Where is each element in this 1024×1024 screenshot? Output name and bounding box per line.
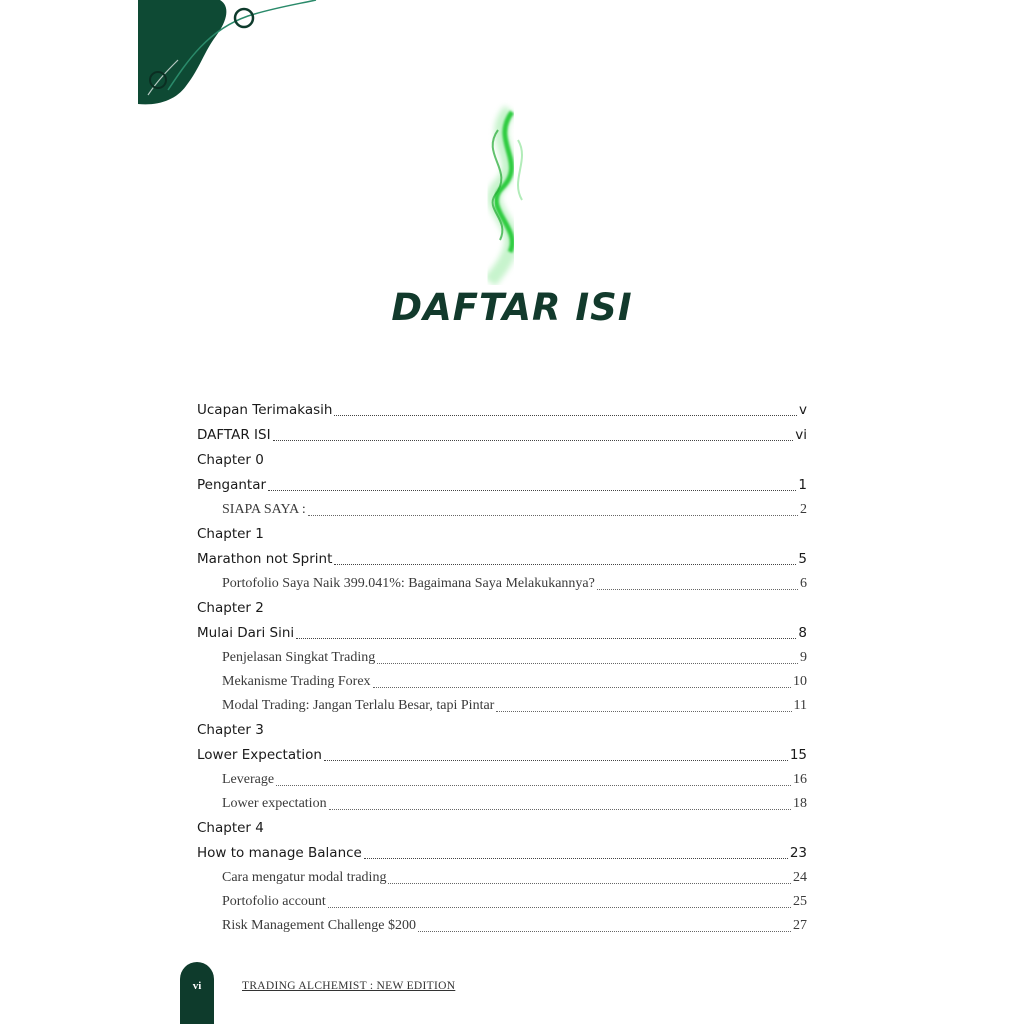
toc-entry-label: Chapter 2	[197, 600, 264, 616]
toc-subentry[interactable]	[197, 792, 807, 816]
toc-page-number: 18	[793, 796, 807, 811]
toc-page-number: 2	[800, 502, 807, 517]
toc-page-number: 6	[800, 576, 807, 591]
footer-page-number: vi	[192, 980, 202, 992]
toc-entry[interactable]	[197, 743, 807, 768]
toc-entry-label: Chapter 0	[197, 452, 264, 468]
toc-entry[interactable]	[197, 547, 807, 572]
toc-dot-leader	[329, 809, 791, 810]
toc-entry-label: Portofolio Saya Naik 399.041%: Bagaimana Saya Melakukannya?	[222, 576, 595, 591]
toc-entry-label: Lower expectation	[222, 796, 327, 811]
toc-dot-leader	[496, 711, 791, 712]
toc-page-number: 1	[798, 477, 807, 493]
toc-dot-leader	[373, 687, 791, 688]
toc-subentry[interactable]	[197, 914, 807, 938]
toc-dot-leader	[268, 490, 796, 491]
toc-chapter-heading	[197, 816, 807, 841]
toc-subentry[interactable]	[197, 498, 807, 522]
toc-entry-label: Chapter 3	[197, 722, 264, 738]
toc-entry-label: Penjelasan Singkat Trading	[222, 650, 376, 665]
toc-dot-leader	[334, 415, 797, 416]
toc-entry-label: Modal Trading: Jangan Terlalu Besar, tapi Pintar	[222, 698, 495, 713]
page-title: DAFTAR ISI	[391, 286, 633, 329]
toc-subentry[interactable]	[197, 866, 807, 890]
toc-entry[interactable]	[197, 398, 807, 423]
toc-subentry[interactable]	[197, 694, 807, 718]
toc-dot-leader	[273, 440, 794, 441]
toc-dot-leader	[364, 858, 788, 859]
toc-page-number: 8	[798, 625, 807, 641]
toc-page-number: 11	[793, 698, 807, 713]
toc-subentry[interactable]	[197, 670, 807, 694]
toc-dot-leader	[377, 663, 798, 664]
toc-page-number: 9	[800, 650, 807, 665]
toc-page-number: v	[799, 402, 807, 418]
toc-entry[interactable]	[197, 473, 807, 498]
toc-dot-leader	[324, 760, 788, 761]
toc-entry-label: Mekanisme Trading Forex	[222, 674, 371, 689]
toc-entry-label: Cara mengatur modal trading	[222, 870, 387, 885]
toc-subentry[interactable]	[197, 646, 807, 670]
toc-dot-leader	[328, 907, 791, 908]
toc-entry-label: Marathon not Sprint	[197, 551, 333, 567]
toc-entry-label: How to manage Balance	[197, 845, 362, 861]
toc-entry[interactable]	[197, 841, 807, 866]
toc-entry-label: Risk Management Challenge $200	[222, 918, 417, 933]
toc-dot-leader	[334, 564, 796, 565]
toc-dot-leader	[276, 785, 791, 786]
toc-chapter-heading	[197, 718, 807, 743]
toc-entry-label: Pengantar	[197, 477, 267, 493]
toc-entry-label: DAFTAR ISI	[197, 427, 271, 443]
footer-page-tab	[180, 962, 214, 1024]
toc-entry[interactable]	[197, 423, 807, 448]
toc-page-number: 24	[793, 870, 807, 885]
toc-page-number: 15	[789, 747, 807, 763]
toc-dot-leader	[597, 589, 798, 590]
toc-entry[interactable]	[197, 621, 807, 646]
toc-dot-leader	[296, 638, 796, 639]
toc-page-number: 5	[798, 551, 807, 567]
toc-chapter-heading	[197, 448, 807, 473]
toc-page-number: 23	[789, 845, 807, 861]
toc-subentry[interactable]	[197, 890, 807, 914]
toc-entry-label: Portofolio account	[222, 894, 326, 909]
table-of-contents	[197, 398, 807, 938]
toc-chapter-heading	[197, 596, 807, 621]
toc-dot-leader	[308, 515, 798, 516]
toc-page-number: 16	[793, 772, 807, 787]
toc-entry-label: Lower Expectation	[197, 747, 322, 763]
toc-entry-label: Chapter 1	[197, 526, 264, 542]
toc-dot-leader	[388, 883, 791, 884]
toc-chapter-heading	[197, 522, 807, 547]
toc-subentry[interactable]	[197, 572, 807, 596]
toc-entry-label: Chapter 4	[197, 820, 264, 836]
toc-subentry[interactable]	[197, 768, 807, 792]
toc-page-number: 27	[793, 918, 807, 933]
toc-entry-label: Leverage	[222, 772, 275, 787]
toc-page-number: 25	[793, 894, 807, 909]
toc-page-number: 10	[793, 674, 807, 689]
smoke-illustration	[440, 100, 550, 285]
toc-entry-label: SIAPA SAYA :	[222, 502, 306, 517]
corner-decoration	[138, 0, 318, 110]
toc-entry-label: Ucapan Terimakasih	[197, 402, 333, 418]
toc-dot-leader	[418, 931, 791, 932]
toc-page-number: vi	[795, 427, 807, 443]
toc-entry-label: Mulai Dari Sini	[197, 625, 295, 641]
footer-book-title: TRADING ALCHEMIST : NEW EDITION	[242, 980, 456, 992]
